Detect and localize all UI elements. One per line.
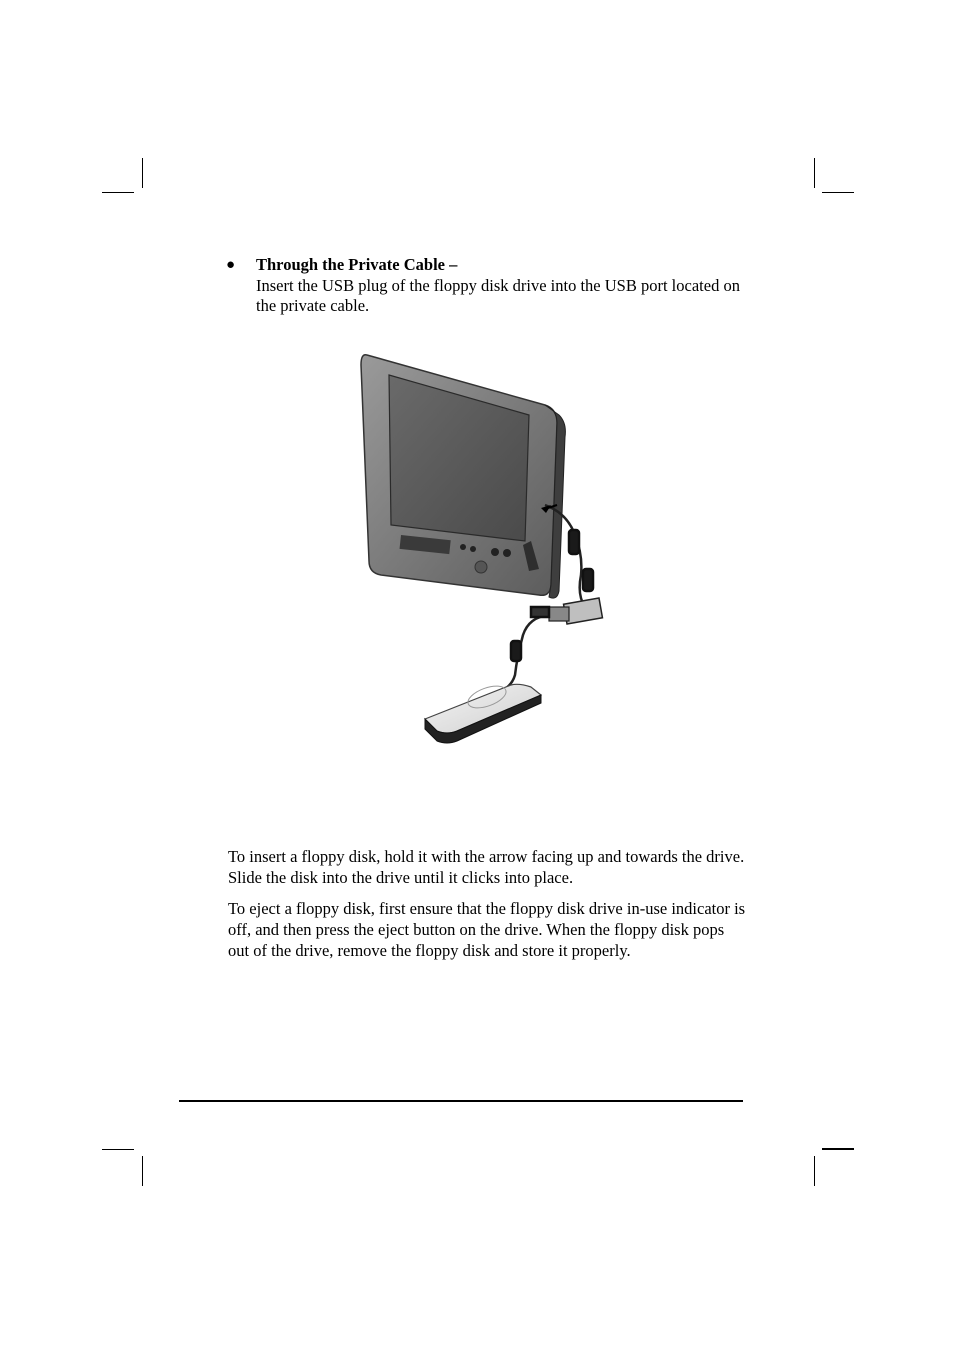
bullet-marker: ● <box>226 257 236 273</box>
tablet-computer <box>361 355 565 598</box>
usb-cable <box>495 607 549 693</box>
bullet-text: Insert the USB plug of the floppy disk drive into the USB port located on the private cable. <box>256 275 740 315</box>
tablet-button-icon <box>491 548 499 556</box>
bullet-body <box>256 255 746 317</box>
crop-mark-bottom-right-horizontal <box>822 1148 854 1150</box>
ferrite-core <box>511 641 521 661</box>
crop-mark-top-right-vertical <box>814 158 815 188</box>
cable-connector-hub <box>549 598 602 624</box>
usb-plug <box>531 607 549 617</box>
tablet-button-icon <box>460 544 466 550</box>
tablet-button-icon <box>503 549 511 557</box>
footer-rule <box>179 1100 743 1102</box>
floppy-disk-drive <box>425 682 541 743</box>
figure-tablet-floppy-connection <box>345 345 625 755</box>
crop-mark-bottom-left-vertical <box>142 1156 143 1186</box>
tablet-button-icon <box>470 546 476 552</box>
crop-mark-top-right-horizontal <box>822 192 854 193</box>
ferrite-core <box>583 569 593 591</box>
paragraph-insert-disk: To insert a floppy disk, hold it with the arrow facing up and towards the drive. Slide the disk into the drive until it clicks into place. <box>228 847 745 887</box>
crop-mark-top-left-horizontal <box>102 192 134 193</box>
paragraph-eject-disk: To eject a floppy disk, first ensure that the floppy disk drive in-use indicator is off, and then press the eject button on the drive. When the floppy disk pops out of the drive, remove the floppy disk and store it properly. <box>228 899 746 960</box>
crop-mark-top-left-vertical <box>142 158 143 188</box>
ferrite-core <box>569 530 579 554</box>
crop-mark-bottom-right-vertical <box>814 1156 815 1186</box>
crop-mark-bottom-left-horizontal <box>102 1149 134 1150</box>
tablet-speaker-icon <box>475 561 487 573</box>
bullet-title: Through the Private Cable – <box>256 255 458 274</box>
